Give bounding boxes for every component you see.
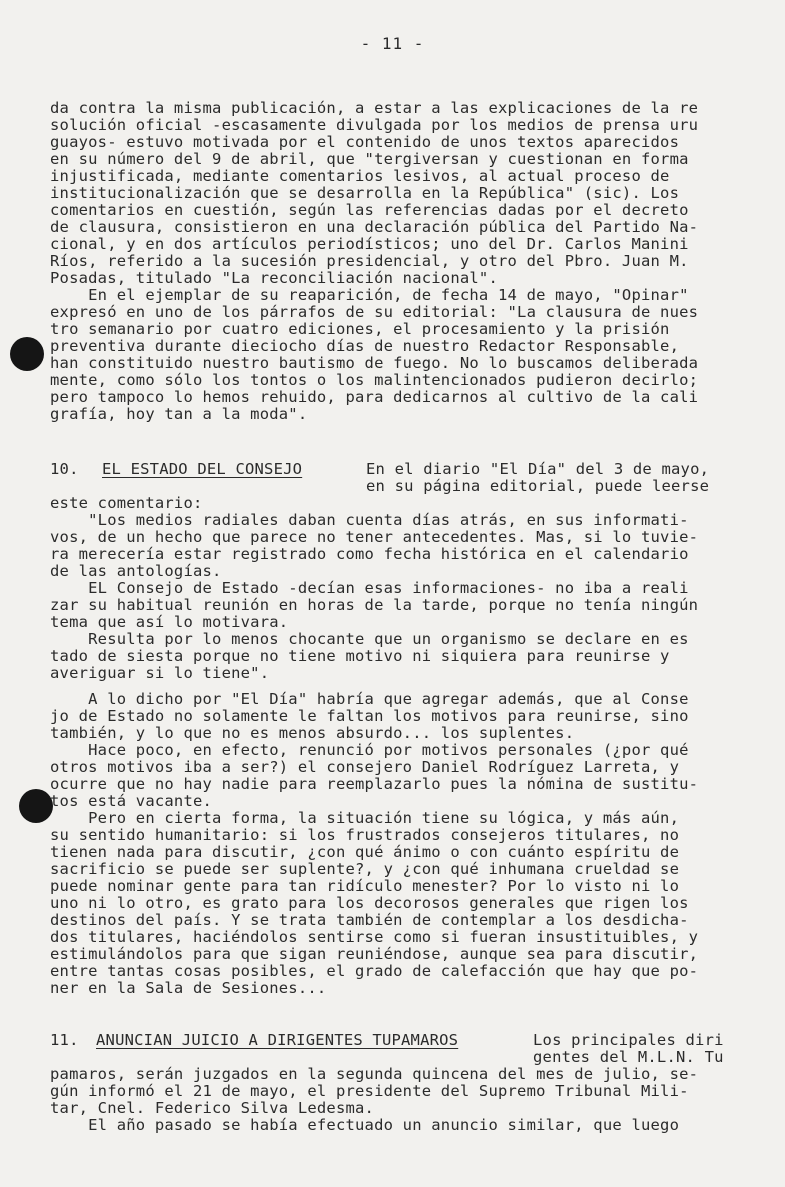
text-line: de las antologías. (50, 562, 222, 580)
text-line: pero tampoco lo hemos rehuido, para dedicarnos al cultivo de la cali (50, 388, 699, 406)
punch-hole (10, 337, 44, 371)
text-line: mente, como sólo los tontos o los malintencionados pudieron decirlo; (50, 371, 699, 389)
text-line: uno ni lo otro, es grato para los decorosos generales que rigen los (50, 894, 689, 912)
text-line: tema que así lo motivara. (50, 613, 289, 631)
text-line: injustificada, mediante comentarios lesivos, al actual proceso de (50, 167, 670, 185)
text-line: Ríos, referido a la sucesión presidencial, y otro del Pbro. Juan M. (50, 252, 689, 270)
section-11-number: 11. (50, 1031, 79, 1049)
section-10-title: EL ESTADO DEL CONSEJO (102, 460, 303, 478)
text-line: gún informó el 21 de mayo, el presidente del Supremo Tribunal Mili- (50, 1082, 689, 1100)
section-10-intro-line: En el diario "El Día" del 3 de mayo, (366, 460, 710, 478)
text-line: puede nominar gente para tan ridículo menester? Por lo visto ni lo (50, 877, 680, 895)
text-line: EL Consejo de Estado -decían esas informaciones- no iba a reali (50, 579, 689, 597)
text-line: institucionalización que se desarrolla en la República" (sic). Los (50, 184, 680, 202)
text-line: ocurre que no hay nadie para reemplazarlo pues la nómina de sustitu- (50, 775, 699, 793)
section-11-intro-line: gentes del M.L.N. Tu (533, 1048, 724, 1066)
text-line: vos, de un hecho que parece no tener antecedentes. Mas, si lo tuvie- (50, 528, 699, 546)
punch-hole (19, 789, 53, 823)
section-11-intro-line: Los principales diri (533, 1031, 724, 1049)
text-line: tro semanario por cuatro ediciones, el procesamiento y la prisión (50, 320, 670, 338)
text-line: El año pasado se había efectuado un anuncio similar, que luego (50, 1116, 680, 1134)
text-line: comentarios en cuestión, según las referencias dadas por el decreto (50, 201, 689, 219)
page-number: - 11 - (360, 34, 425, 53)
text-line: Posadas, titulado "La reconciliación nacional". (50, 269, 498, 287)
text-line: expresó en uno de los párrafos de su editorial: "La clausura de nues (50, 303, 699, 321)
text-line: Resulta por lo menos chocante que un organismo se declare en es (50, 630, 689, 648)
text-line: dos titulares, haciéndolos sentirse como si fueran insustituibles, y (50, 928, 699, 946)
text-line: de clausura, consistieron en una declaración pública del Partido Na- (50, 218, 699, 236)
text-line: en su número del 9 de abril, que "tergiversan y cuestionan en forma (50, 150, 689, 168)
text-line: cional, y en dos artículos periodísticos; uno del Dr. Carlos Manini (50, 235, 689, 253)
text-line: ner en la Sala de Sesiones... (50, 979, 327, 997)
text-line: averiguar si lo tiene". (50, 664, 270, 682)
section-11-title: ANUNCIAN JUICIO A DIRIGENTES TUPAMAROS (96, 1031, 459, 1049)
text-line: destinos del país. Y se trata también de contemplar a los desdicha- (50, 911, 689, 929)
text-line: ra merecería estar registrado como fecha histórica en el calendario (50, 545, 689, 563)
section-10-intro-line: en su página editorial, puede leerse (366, 477, 710, 495)
text-line: da contra la misma publicación, a estar a las explicaciones de la re (50, 99, 699, 117)
text-line: sacrificio se puede ser suplente?, y ¿con qué inhumana crueldad se (50, 860, 680, 878)
text-line: zar su habitual reunión en horas de la tarde, porque no tenía ningún (50, 596, 699, 614)
text-line: pamaros, serán juzgados en la segunda quincena del mes de julio, se- (50, 1065, 699, 1083)
text-line: A lo dicho por "El Día" habría que agregar además, que al Conse (50, 690, 689, 708)
text-line: Hace poco, en efecto, renunció por motivos personales (¿por qué (50, 741, 689, 759)
text-line: tos está vacante. (50, 792, 213, 810)
text-line: "Los medios radiales daban cuenta días atrás, en sus informati- (50, 511, 689, 529)
text-line: otros motivos iba a ser?) el consejero Daniel Rodríguez Larreta, y (50, 758, 680, 776)
text-line: estimulándolos para que sigan reuniéndose, aunque sea para discutir, (50, 945, 699, 963)
text-line: solución oficial -escasamente divulgada por los medios de prensa uru (50, 116, 699, 134)
text-line: En el ejemplar de su reaparición, de fecha 14 de mayo, "Opinar" (50, 286, 689, 304)
text-line: entre tantas cosas posibles, el grado de calefacción que hay que po- (50, 962, 699, 980)
text-line: preventiva durante dieciocho días de nuestro Redactor Responsable, (50, 337, 680, 355)
section-10-number: 10. (50, 460, 79, 478)
text-line: tar, Cnel. Federico Silva Ledesma. (50, 1099, 375, 1117)
text-line: también, y lo que no es menos absurdo... los suplentes. (50, 724, 575, 742)
text-line: han constituido nuestro bautismo de fuego. No lo buscamos deliberada (50, 354, 699, 372)
text-line: tienen nada para discutir, ¿con qué ánimo o con cuánto espíritu de (50, 843, 680, 861)
text-line: tado de siesta porque no tiene motivo ni siquiera para reunirse y (50, 647, 670, 665)
text-line: jo de Estado no solamente le faltan los motivos para reunirse, sino (50, 707, 689, 725)
text-line: Pero en cierta forma, la situación tiene su lógica, y más aún, (50, 809, 680, 827)
text-line: grafía, hoy tan a la moda". (50, 405, 308, 423)
text-line: su sentido humanitario: si los frustrados consejeros titulares, no (50, 826, 680, 844)
text-line: este comentario: (50, 494, 203, 512)
text-line: guayos- estuvo motivada por el contenido de unos textos aparecidos (50, 133, 680, 151)
